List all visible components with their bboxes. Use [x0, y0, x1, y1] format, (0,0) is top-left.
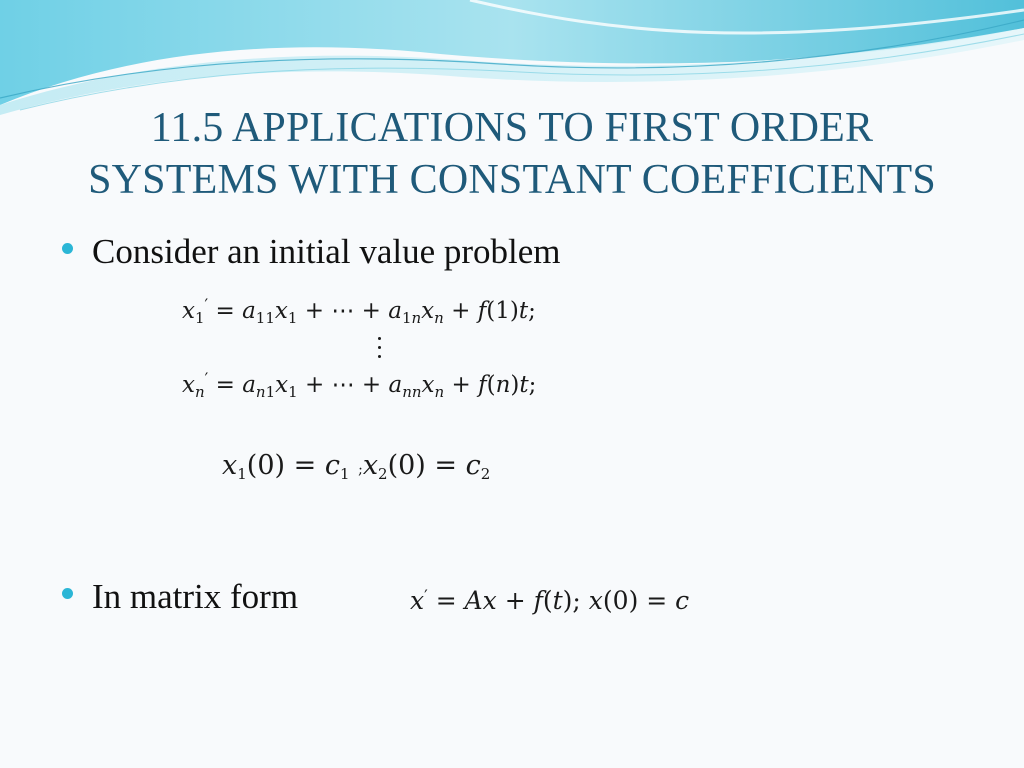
- equation-last-row: $x_n' = a_{n1}x_1$ + ⋯ + $a_{nn}x_n + f(n)t$;: [182, 369, 537, 401]
- slide-title-line-2: SYSTEMS WITH CONSTANT COEFFICIENTS: [88, 157, 936, 203]
- vertical-dots-icon: [378, 335, 382, 361]
- bullet-dot-icon: [62, 243, 73, 254]
- initial-conditions-equation: $x_1(0) = c_1$ $;x_2(0) = c_2$: [222, 450, 491, 483]
- slide-title-line-1: 11.5 APPLICATIONS TO FIRST ORDER: [150, 105, 874, 151]
- equation-first-row: $x_1' = a_{11}x_1$ + ⋯ + $a_{1n}x_n + f(1)t$;: [182, 295, 536, 327]
- bullet-dot-icon: [62, 588, 73, 599]
- bullet-matrix-form: [62, 577, 298, 617]
- bullet-text: Consider an initial value problem: [92, 232, 561, 271]
- bullet-consider: [62, 232, 561, 272]
- bullet-text: In matrix form: [92, 577, 299, 616]
- slide-title: [0, 102, 1024, 206]
- matrix-form-equation: x′ = Ax + f(t); x(0) = c: [410, 586, 690, 615]
